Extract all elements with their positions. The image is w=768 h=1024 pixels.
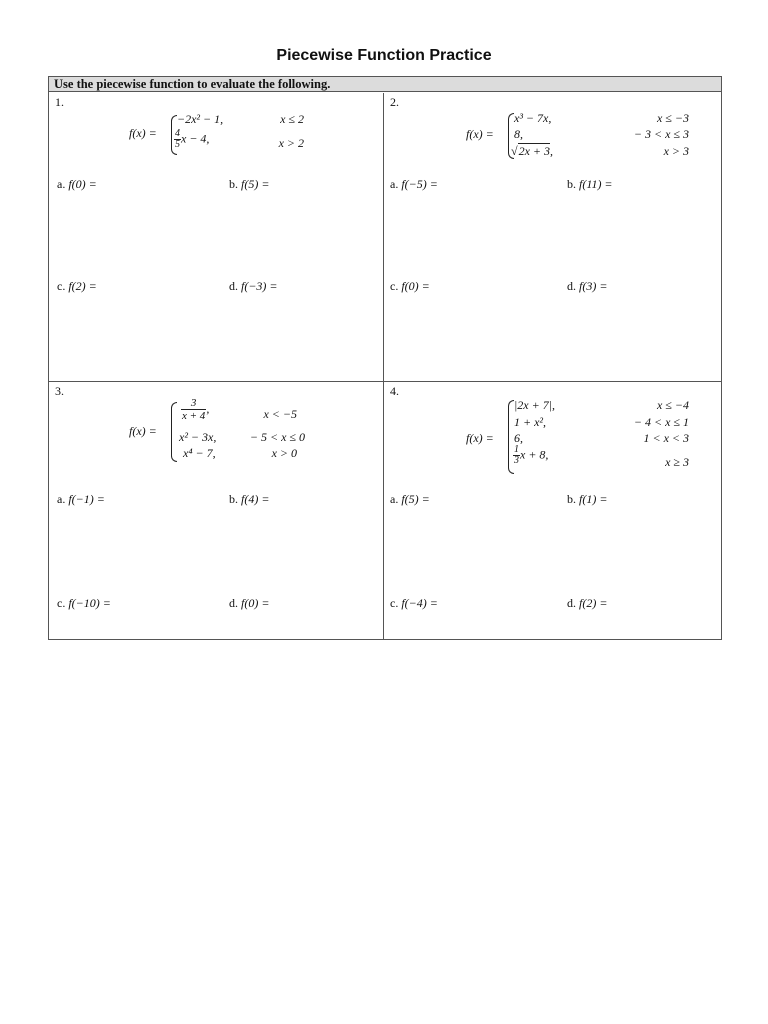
piece-condition: 1 < x < 3 — [643, 431, 689, 445]
piece-condition: x ≥ 3 — [665, 455, 689, 469]
question-b: b. f(4) = — [229, 492, 270, 506]
piece-expression: x⁴ − 7, — [183, 446, 216, 460]
piece-expression: −2x² − 1, — [177, 112, 224, 126]
function-label: f(x) = — [466, 431, 494, 445]
function-label: f(x) = — [129, 424, 157, 438]
problem-2-cell — [384, 93, 721, 382]
question-d: d. f(0) = — [229, 596, 270, 610]
question-b: b. f(11) = — [567, 177, 613, 191]
problem-4-cell — [384, 382, 721, 639]
question-a: a. f(0) = — [57, 177, 97, 191]
question-a: a. f(−5) = — [390, 177, 438, 191]
piece-condition: x ≤ −3 — [656, 111, 689, 125]
question-d: d. f(2) = — [567, 596, 608, 610]
problem-3-cell — [49, 382, 384, 639]
piece-condition: − 4 < x ≤ 1 — [633, 415, 689, 429]
piece-expression: x³ − 7x, — [514, 111, 552, 125]
piece-condition: x > 3 — [663, 144, 689, 158]
worksheet-table — [48, 76, 722, 640]
question-b: b. f(5) = — [229, 177, 270, 191]
fraction: $\frac{3}{x + 4}$ — [182, 397, 206, 422]
piece-condition: − 3 < x ≤ 3 — [633, 127, 689, 141]
problem-1-cell — [49, 93, 384, 382]
piecewise-brace — [171, 402, 177, 462]
piece-condition: − 5 < x ≤ 0 — [249, 430, 305, 444]
problem-number: 3. — [55, 384, 64, 398]
piece-condition: x ≤ 2 — [280, 112, 304, 126]
question-c: c. f(−10) = — [57, 596, 111, 610]
problem-number: 1. — [55, 95, 64, 109]
question-b: b. f(1) = — [567, 492, 608, 506]
piece-expression: |2x + 7|, — [514, 398, 556, 412]
piece-expression: 8, — [514, 127, 523, 141]
piece-condition: x > 2 — [278, 136, 304, 150]
piece-expression: $\frac{3}{x + 4}$ , — [182, 397, 210, 422]
problem-number: 2. — [390, 95, 399, 109]
page-title: Piecewise Function Practice — [276, 47, 492, 64]
question-c: c. f(2) = — [57, 279, 97, 293]
function-label: f(x) = — [466, 127, 494, 141]
problem-number: 4. — [390, 384, 399, 398]
question-c: c. f(−4) = — [390, 596, 438, 610]
piece-condition: x ≤ −4 — [656, 398, 689, 412]
piece-expression: 1 + x², — [514, 415, 547, 429]
question-a: a. f(5) = — [390, 492, 430, 506]
piece-expression: $\frac{4}{5}$ x − 4, — [175, 128, 210, 150]
piece-condition: x < −5 — [263, 407, 297, 421]
piece-expression: x² − 3x, — [179, 430, 217, 444]
fraction: $\frac{1}{3}$ — [514, 444, 519, 466]
question-d: d. f(3) = — [567, 279, 608, 293]
question-a: a. f(−1) = — [57, 492, 105, 506]
function-label: f(x) = — [129, 126, 157, 140]
piece-expression: √2x + 3, — [511, 144, 554, 158]
piece-expression: $\frac{1}{3}$ x + 8, — [514, 444, 549, 466]
fraction: $\frac{4}{5}$ — [175, 128, 180, 150]
piece-expression: 6, — [514, 431, 523, 445]
instructions-header: Use the piecewise function to evaluate the following. — [49, 77, 721, 92]
question-d: d. f(−3) = — [229, 279, 278, 293]
question-c: c. f(0) = — [390, 279, 430, 293]
piece-condition: x > 0 — [271, 446, 297, 460]
